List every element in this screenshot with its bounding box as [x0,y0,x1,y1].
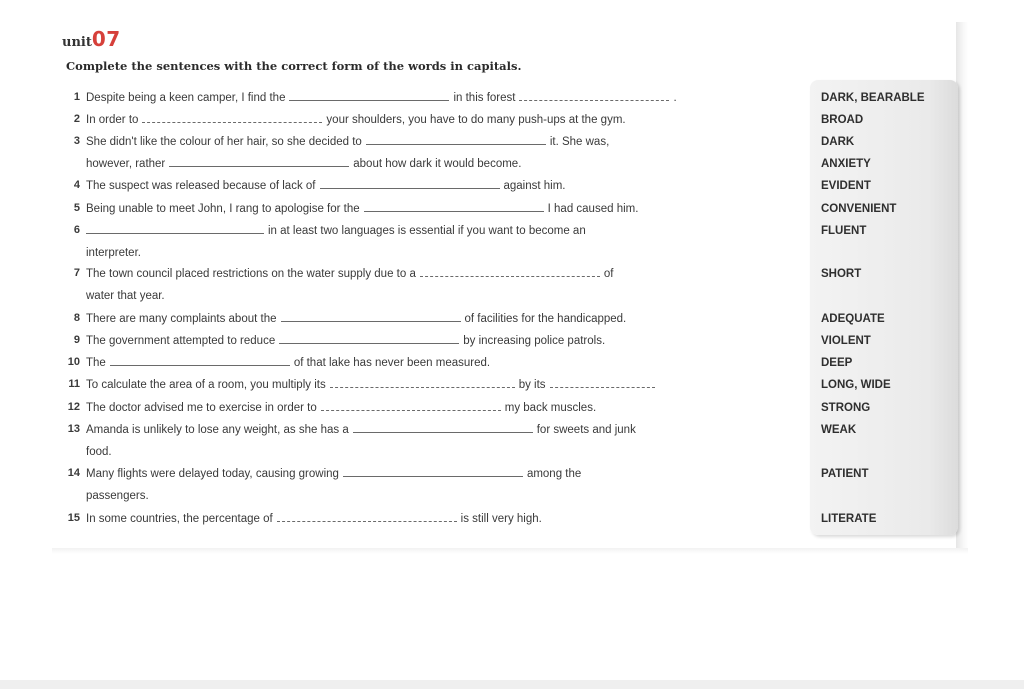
item-number: 10 [67,356,80,368]
sentence-text: of [603,268,614,280]
sentence-text: among the [526,468,582,480]
item-number: 8 [73,312,80,324]
exercise-instruction: Complete the sentences with the correct form of the words in capitals. [66,59,522,73]
sentence-line [86,445,112,460]
unit-heading [62,27,121,51]
sentence-text: passengers. [86,490,149,502]
sentence-line [86,113,626,128]
sentence-text: by its [518,379,546,391]
sentence-line [86,179,566,194]
item-number: 13 [67,423,80,435]
sentence-text: is still very high. [460,513,542,525]
answer-blank[interactable] [110,356,290,366]
item-number: 5 [73,202,80,214]
sentence-text: In order to [86,114,139,126]
answer-blank[interactable] [289,91,449,101]
key-word: LITERATE [821,513,877,525]
sentence-line [86,312,626,327]
answer-blank[interactable] [86,224,264,234]
answer-blank[interactable] [281,312,461,322]
answer-blank[interactable] [277,512,457,522]
sentence-line [86,267,613,282]
sentence-text: There are many complaints about the [86,313,277,325]
page-bottom-edge [52,548,968,554]
unit-number: 07 [91,27,121,51]
key-word: SHORT [821,268,862,280]
item-number: 4 [73,179,80,191]
sentence-line [86,334,605,349]
sentence-line [86,246,141,261]
sentence-text: your shoulders, you have to do many push-ups at the gym. [326,114,626,126]
item-number: 2 [73,113,80,125]
key-word: EVIDENT [821,180,871,192]
answer-blank[interactable] [142,113,322,123]
key-word: BROAD [821,114,864,126]
sentence-line [86,378,659,393]
sentence-text: against him. [503,180,566,192]
sentence-line [86,157,521,172]
sentence-text: by increasing police patrols. [463,335,606,347]
sentence-text: Many flights were delayed today, causing growing [86,468,339,480]
sentence-text: food. [86,446,112,458]
answer-blank[interactable] [279,334,459,344]
item-number: 1 [73,91,80,103]
answer-blank[interactable] [550,378,655,388]
sentence-text: of facilities for the handicapped. [464,313,627,325]
sentence-text: Amanda is unlikely to lose any weight, as she has a [86,424,349,436]
item-number: 11 [68,378,80,390]
sentence-text: my back muscles. [504,402,597,414]
key-word: ANXIETY [821,158,871,170]
sentence-line [86,489,149,504]
answer-blank[interactable] [320,179,500,189]
key-word: PATIENT [821,468,869,480]
sentence-text: . [673,92,677,104]
key-word: DARK [821,136,855,148]
sentence-text: The suspect was released because of lack of [86,180,316,192]
answer-blank[interactable] [169,157,349,167]
sentence-text: The town council placed restrictions on the water supply due to a [86,268,416,280]
answer-blank[interactable] [366,135,546,145]
sentence-text: however, rather [86,158,166,170]
sentence-text: in this forest [453,92,516,104]
sentence-line [86,224,586,239]
key-word: DEEP [821,357,853,369]
sentence-text: in at least two languages is essential if you want to become an [268,225,586,237]
item-number: 15 [67,512,80,524]
sentence-line [86,401,596,416]
sentence-text: The [86,357,106,369]
key-word: STRONG [821,402,871,414]
answer-blank[interactable] [343,467,523,477]
answer-blank[interactable] [364,202,544,212]
item-number: 9 [73,334,80,346]
sentence-line [86,289,165,304]
answer-blank[interactable] [330,378,515,388]
item-number: 3 [73,135,80,147]
answer-blank[interactable] [420,267,600,277]
sentence-text: about how dark it would become. [353,158,522,170]
sentence-line [86,91,677,106]
item-number: 12 [67,401,80,413]
key-word: CONVENIENT [821,203,897,215]
sentence-text: To calculate the area of a room, you multiply its [86,379,326,391]
key-word: DARK, BEARABLE [821,92,925,104]
sentence-text: of that lake has never been measured. [293,357,491,369]
item-number: 14 [67,467,80,479]
sentence-line [86,423,636,438]
answer-blank[interactable] [519,91,669,101]
key-word: LONG, WIDE [821,379,891,391]
sentence-line [86,202,638,217]
sentence-line [86,512,542,527]
sentence-text: In some countries, the percentage of [86,513,273,525]
item-number: 6 [73,224,80,236]
answer-blank[interactable] [353,423,533,433]
bottom-scroll-strip [0,680,1024,689]
key-word: VIOLENT [821,335,871,347]
sentence-text: interpreter. [86,247,141,259]
sentence-line [86,356,490,371]
sentence-text: She didn't like the colour of her hair, so she decided to [86,136,362,148]
unit-label: unit [62,35,92,50]
sentence-text: it. She was, [549,136,610,148]
item-number: 7 [73,267,80,279]
sentence-text: for sweets and junk [536,424,636,436]
key-word: FLUENT [821,225,867,237]
key-word: ADEQUATE [821,313,885,325]
sentence-line [86,135,609,150]
sentence-text: Despite being a keen camper, I find the [86,92,286,104]
sentence-text: water that year. [86,290,165,302]
sentence-text: I had caused him. [547,203,639,215]
key-word: WEAK [821,424,857,436]
sentence-line [86,467,581,482]
sentence-text: Being unable to meet John, I rang to apologise for the [86,203,360,215]
sentence-text: The government attempted to reduce [86,335,276,347]
sentence-text: The doctor advised me to exercise in order to [86,402,317,414]
answer-blank[interactable] [321,401,501,411]
